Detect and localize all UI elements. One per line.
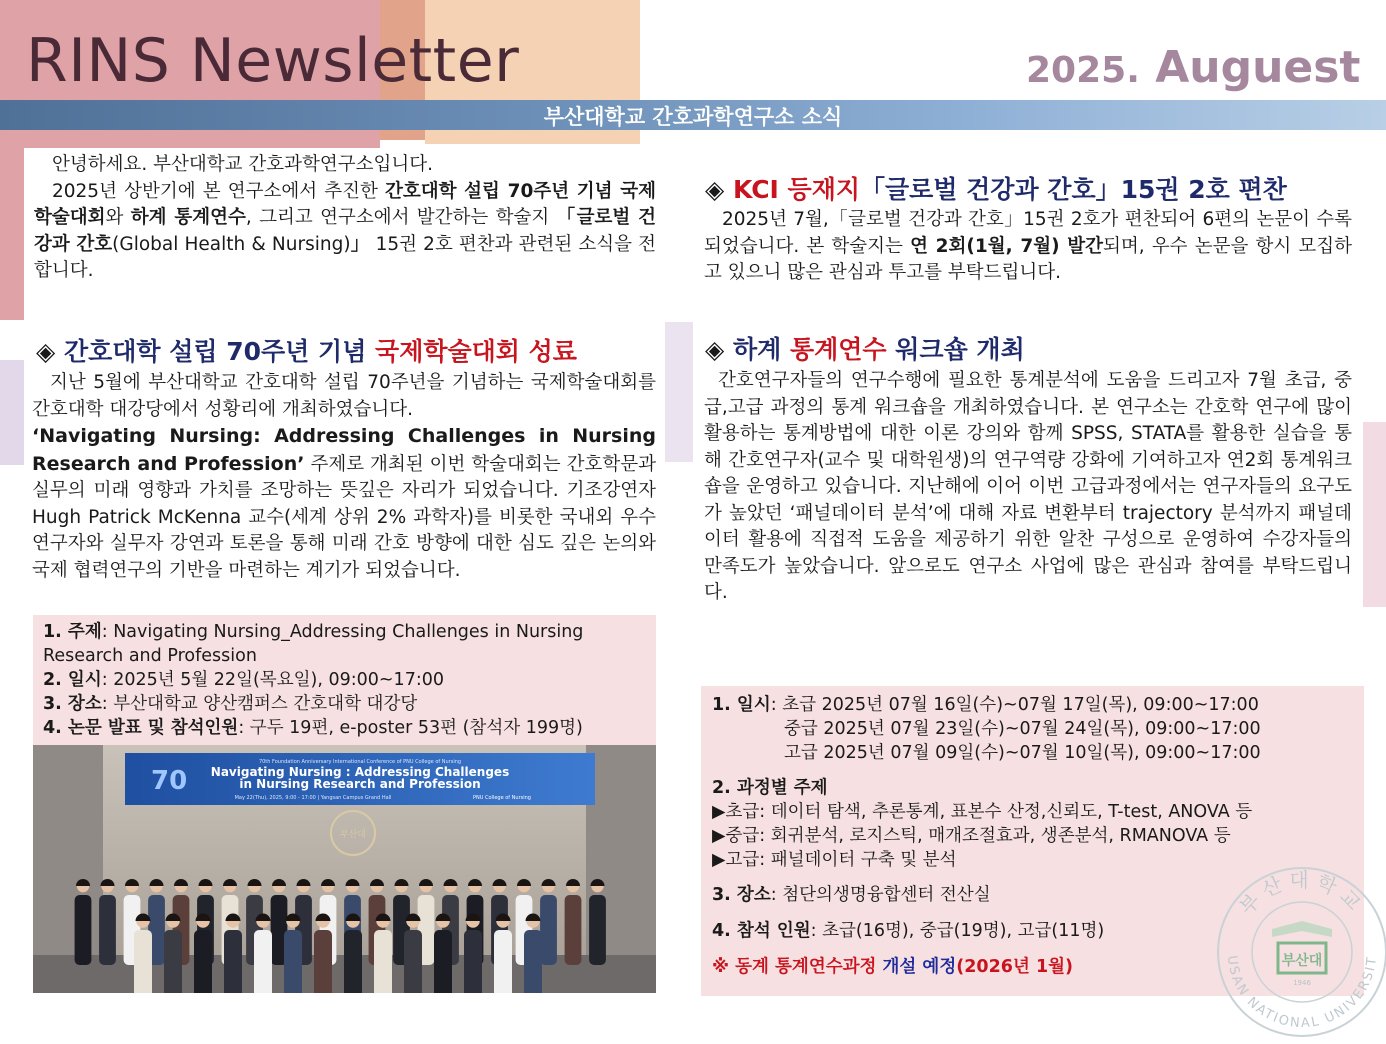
svg-text:in Nursing Research and Profes: in Nursing Research and Profession [239,777,481,791]
section-heading-journal: ◈ KCI 등재지「글로벌 건강과 간호」15권 2호 편찬 [705,175,1287,204]
info-item: 1. 주제: Navigating Nursing_Addressing Challenges in Nursing Research and Profession [43,622,584,666]
svg-text:부산대: 부산대 [339,830,367,840]
svg-text:May 22(Thu), 2025, 9:00 - 17:0: May 22(Thu), 2025, 9:00 - 17:00 | Yangsan Campus Grand Hall [234,795,392,801]
topic-item: ▶중급: 회귀분석, 로지스틱, 매개조절효과, 생존분석, RMANOVA 등 [712,826,1231,846]
svg-text:70th Foundation Anniversary In: 70th Foundation Anniversary International Conference of PNU College of Nursing [258,759,462,765]
info-item-date-row: 중급 2025년 07월 23일(수)~07월 24일(목), 09:00~17:00 [784,719,1261,739]
info-item-date-row: 고급 2025년 07월 09일(수)~07월 10일(목), 09:00~17:00 [784,743,1261,763]
decor-block-lavender-left [0,360,24,465]
conference-info-list [43,620,649,740]
journal-body: 2025년 7월,「글로벌 건강과 간호」15권 2호가 편찬되어 6편의 논문이 수록되었습니다. 본 학술지는 연 2회(1월, 7월) 발간되며, 우수 논문을 항시 모집하고 있으니 많은 관심과 투고를 부탁드립니다. [704,209,1353,283]
issue-month: Auguest [1155,42,1361,93]
decor-block-pink-right [1363,422,1386,607]
info-item: 3. 장소: 부산대학교 양산캠퍼스 간호대학 대강당 [43,694,418,714]
topic-item: ▶초급: 데이터 탐색, 추론통계, 표본수 산정,신뢰도, T-test, ANOVA 등 [712,802,1253,822]
diamond-icon: ◈ [705,335,725,364]
svg-text:70: 70 [151,766,188,796]
section-heading-workshop: ◈ 하계 통계연수 워크숍 개최 [705,335,1025,364]
svg-text:PNU College of Nursing: PNU College of Nursing [473,795,531,801]
info-item: 4. 논문 발표 및 참석인원: 구두 19편, e-poster 53편 (참석자 199명) [43,718,583,738]
winter-course-notice: ※ 동계 통계연수과정 개설 예정(2026년 1월) [712,957,1074,977]
info-item-place: 3. 장소: 첨단의생명융합센터 전산실 [712,885,991,905]
info-item: 2. 일시: 2025년 5월 22일(목요일), 09:00~17:00 [43,670,444,690]
svg-text:부산대: 부산대 [1281,953,1323,969]
diamond-icon: ◈ [36,337,56,366]
intro-greeting: 안녕하세요. 부산대학교 간호과학연구소입니다. [52,154,433,175]
diamond-icon: ◈ [705,175,725,204]
topic-item: ▶고급: 패널데이터 구축 및 분석 [712,850,957,870]
svg-text:Navigating Nursing : Addressin: Navigating Nursing : Addressing Challenges [210,765,510,779]
issue-date [1026,42,1360,93]
newsletter-title: RINS Newsletter [26,26,520,96]
info-item-date: 1. 일시: 초급 2025년 07월 16일(수)~07월 17일(목), 09:00~17:00 [712,695,1259,715]
svg-text:PUSAN NATIONAL UNIVERSITY: USAN NATIONAL UNIVERSIT [1223,954,1381,1032]
issue-year: 2025. [1026,50,1140,91]
header-banner-text: 부산대학교 간호과학연구소 소식 [543,105,843,129]
decor-block-lavender-center [665,322,693,462]
university-seal-icon [1212,857,1386,1040]
section-heading-conference: ◈ 간호대학 설립 70주년 기념 국제학술대회 성료 [36,337,577,366]
svg-text:1946: 1946 [1293,979,1311,987]
conference-body: 지난 5월에 부산대학교 간호대학 설립 70주년을 기념하는 국제학술대회를 간호대학 대강당에서 성황리에 개최하였습니다. ‘Navigating Nursing: Addressing Challenges in Nursing Research and Profession’ 주제로 개최된 이번 학술대회는 간호학문과 실무의 미래 영향과 가치를 조망하는 뜻깊은 자리가 되었습니다. 기조강연자 Hugh Patrick McKenna 교수(세계 상위 2% 과학자)를 비롯한 국내외 우수 연구자와 실무자 강연과 토론을 통해 미래 간호 방향에 대한 심도 깊은 논의와 국제 협력연구의 기반을 마련하는 계기가 되었습니다. [32,372,656,581]
conference-theme: ‘Navigating Nursing: Addressing Challenges in Nursing Research and Profession’ [32,425,656,475]
intro-text [34,152,656,285]
intro-paragraph: 2025년 상반기에 본 연구소에서 추진한 간호대학 설립 70주년 기념 국제학술대회와 하계 통계연수, 그리고 연구소에서 발간하는 학술지 「글로벌 건강과 간호(Global Health & Nursing)」 15권 2호 편찬과 관련된 소식을 전합니다. [34,180,656,281]
info-item-attendance: 4. 참석 인원: 초급(16명), 중급(19명), 고급(11명) [712,921,1105,941]
workshop-body: 간호연구자들의 연구수행에 필요한 통계분석에 도움을 드리고자 7월 초급, 중급,고급 과정의 통계 워크숍을 개최하였습니다. 본 연구소는 간호학 연구에 많이 활용하는 통계방법에 대한 이론 강의와 함께 SPSS, STATA를 활용한 실습을 통해 간호연구자(교수 및 대학원생)의 연구역량 강화에 기여하고자 연2회 통계워크숍을 운영하고 있습니다. 지난해에 이어 이번 고급과정에서는 연구자들의 요구도가 높았던 ‘패널데이터 분석’에 대해 자료 변환부터 trajectory 분석까지 패널데이터 활용에 직접적 도움을 제공하기 위한 알찬 구성으로 운영하여 수강자들의 만족도가 높았습니다. 앞으로도 연구소 사업에 많은 관심과 참여를 부탁드립니다. [704,370,1352,603]
svg-text:부산대학교: 부산대학교 [1234,868,1370,920]
info-item-topics-label: 2. 과정별 주제 [712,778,828,798]
conference-group-photo [33,745,656,993]
